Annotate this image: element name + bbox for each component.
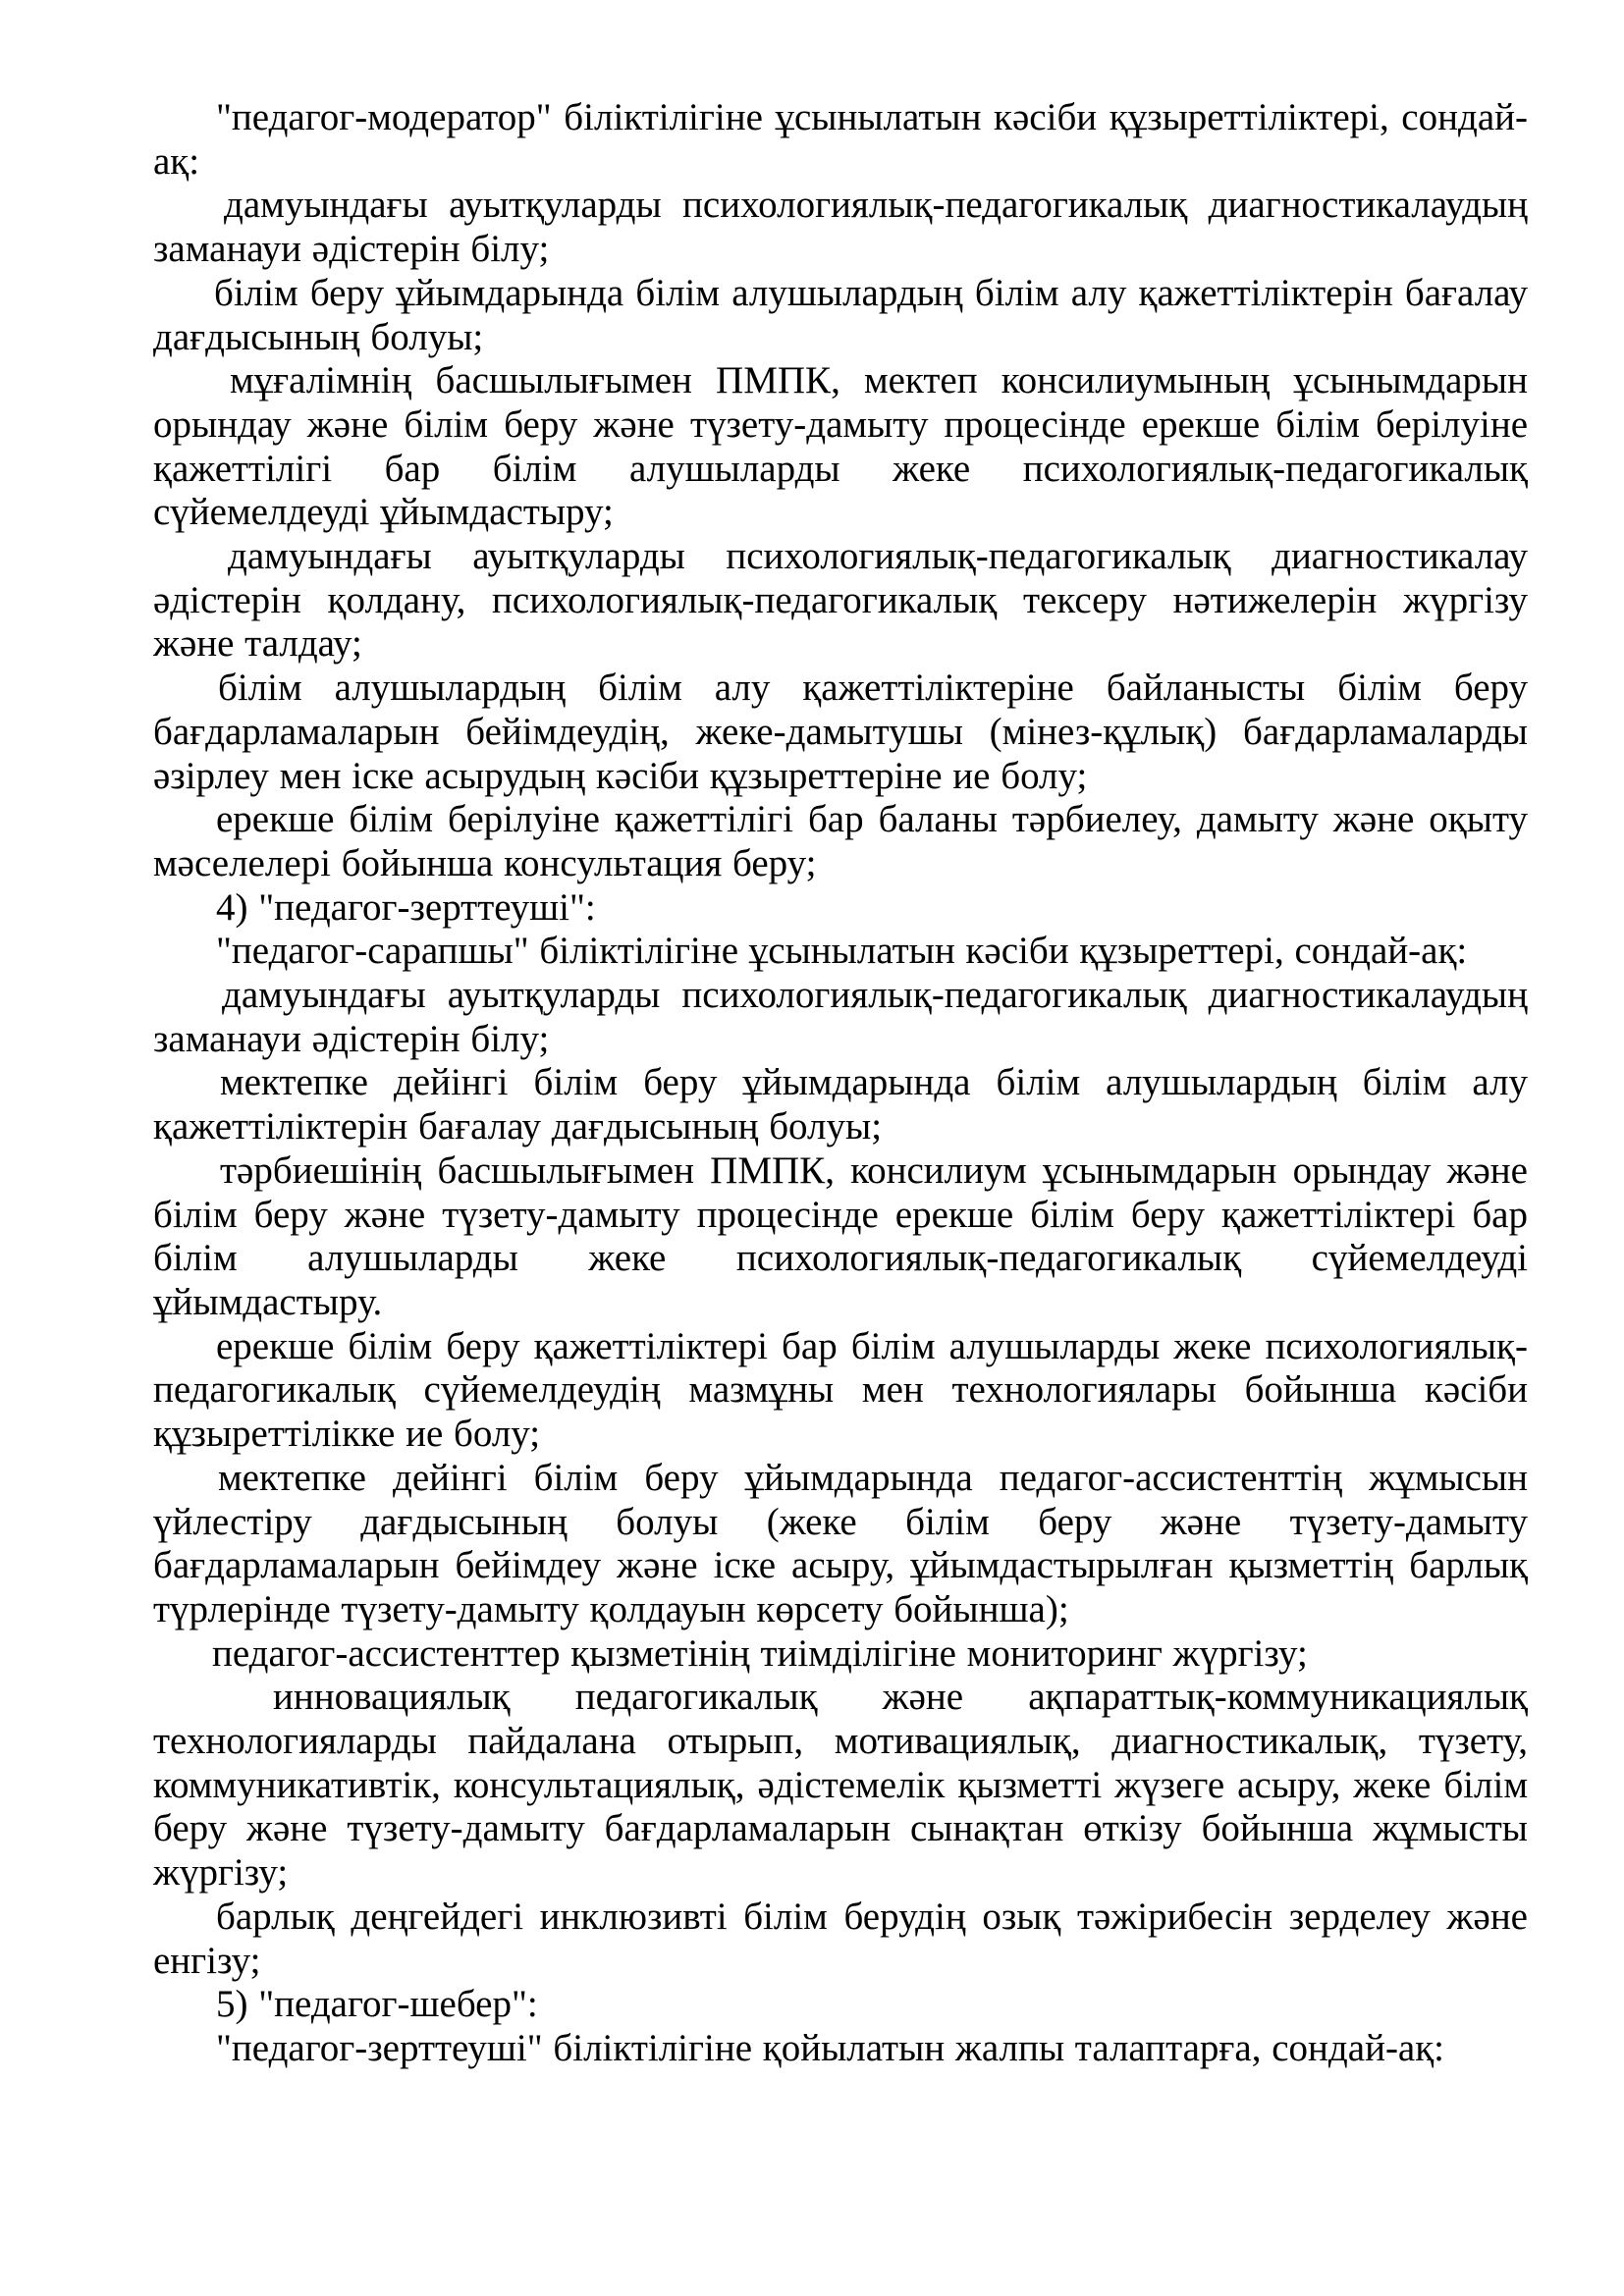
paragraph: ерекше білім беру қажеттіліктері бар білім алушыларды жеке психологиялық-педагогикалық сүйемелдеудің мазмұны мен технологиялары бойынша кәсіби құзыреттілікке ие болу; bbox=[153, 1324, 1528, 1456]
paragraph: тәрбиешінің басшылығымен ПМПК, консилиум ұсынымдарын орындау және білім беру және түзету-дамыту процесінде ерекше білім беру қажеттіліктері бар білім алушыларды жеке психологиялық-педагогикалық сүйемелдеуді ұйымдастыру. bbox=[153, 1148, 1528, 1323]
paragraph: "педагог-сарапшы" біліктілігіне ұсынылатын кәсіби құзыреттері, сондай-ақ: bbox=[216, 930, 1468, 973]
paragraph: 5) "педагог-шебер": bbox=[216, 1983, 538, 2026]
paragraph: "педагог-модератор" біліктілігіне ұсынылатын кәсіби құзыреттіліктері, сондай-ақ: bbox=[153, 96, 1528, 183]
document-body bbox=[153, 96, 1528, 2071]
paragraph: білім беру ұйымдарында білім алушылардың білім алу қажеттіліктерін бағалау дағдысының болуы; bbox=[153, 271, 1528, 358]
paragraph: дамуындағы ауытқуларды психологиялық-педагогикалық диагностикалаудың заманауи әдістерін білу; bbox=[153, 974, 1528, 1060]
paragraph: ерекше білім берілуіне қажеттілігі бар баланы тәрбиелеу, дамыту және оқыту мәселелері бойынша консультация беру; bbox=[153, 798, 1528, 884]
paragraph: "педагог-зерттеуші" біліктілігіне қойылатын жалпы талаптарға, сондай-ақ: bbox=[216, 2026, 1445, 2069]
paragraph: инновациялық педагогикалық және ақпараттық-коммуникациялық технологияларды пайдалана отырып, мотивациялық, диагностикалық, түзету, коммуникативтік, консультациялық, әдістемелік қызметті жүзеге асыру, жеке білім беру және түзету-дамыту бағдарламаларын сынақтан өткізу бойынша жұмысты жүргізу; bbox=[153, 1676, 1528, 1895]
paragraph: мектепке дейінгі білім беру ұйымдарында педагог-ассистенттің жұмысын үйлестіру дағдысының болуы (жеке білім беру және түзету-дамыту бағдарламаларын бейімдеу және іске асыру, ұйымдастырылған қызметтің барлық түрлерінде түзету-дамыту қолдауын көрсету бойынша); bbox=[153, 1456, 1528, 1630]
paragraph: 4) "педагог-зерттеуші": bbox=[216, 885, 596, 929]
paragraph: мұғалімнің басшылығымен ПМПК, мектеп консилиумының ұсынымдарын орындау және білім беру және түзету-дамыту процесінде ерекше білім берілуіне қажеттілігі бар білім алушыларды жеке психологиялық-педагогикалық сүйемелдеуді ұйымдастыру; bbox=[153, 359, 1528, 534]
paragraph: білім алушылардың білім алу қажеттіліктеріне байланысты білім беру бағдарламаларын бейімдеудің, жеке-дамытушы (мінез-құлық) бағдарламаларды әзірлеу мен іске асырудың кәсіби құзыреттеріне ие болу; bbox=[153, 667, 1528, 797]
paragraph: дамуындағы ауытқуларды психологиялық-педагогикалық диагностикалау әдістерін қолдану, психологиялық-педагогикалық тексеру нәтижелерін жүргізу және талдау; bbox=[153, 535, 1528, 666]
paragraph: дамуындағы ауытқуларды психологиялық-педагогикалық диагностикалаудың заманауи әдістерін білу; bbox=[153, 184, 1528, 271]
paragraph: педагог-ассистенттер қызметінің тиімділігіне мониторинг жүргізу; bbox=[212, 1631, 1308, 1675]
paragraph: барлық деңгейдегі инклюзивті білім берудің озық тәжірибесін зерделеу және енгізу; bbox=[153, 1895, 1528, 1982]
paragraph: мектепке дейінгі білім беру ұйымдарында білім алушылардың білім алу қажеттіліктерін бағалау дағдысының болуы; bbox=[153, 1061, 1528, 1148]
